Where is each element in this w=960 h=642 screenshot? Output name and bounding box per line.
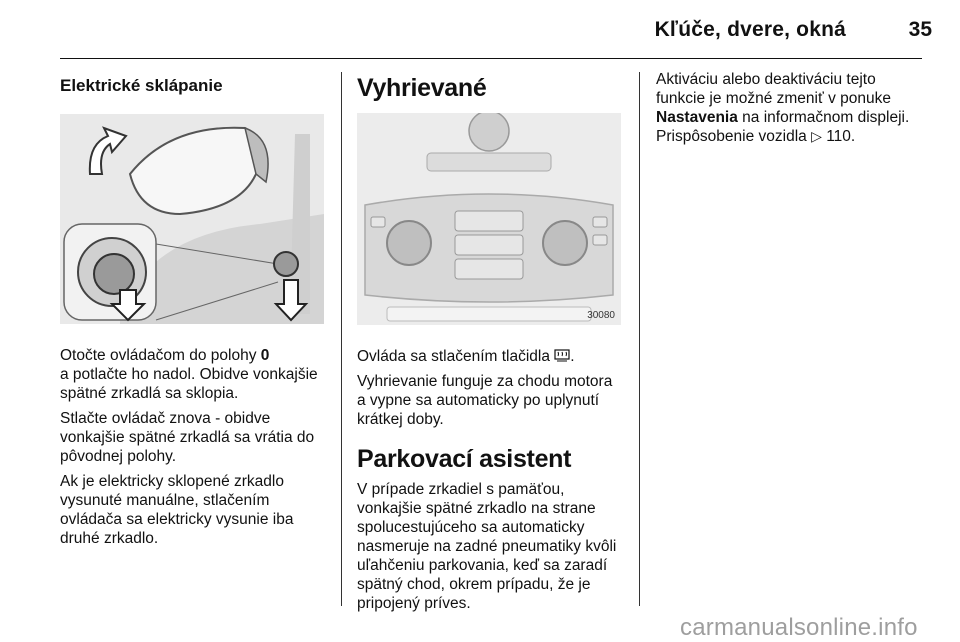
mirror-illustration-svg [60, 114, 324, 324]
climate-control-panel-illustration [357, 113, 621, 325]
section-heading-parking-assist: Parkovací asistent [357, 445, 572, 473]
section-heading-electric-folding: Elektrické sklápanie [60, 76, 223, 95]
column-2 [357, 70, 625, 619]
paragraph-manual-unfold-note: Ak je elektricky sklopené zrkadlo vysunuté manuálne, stlačením ovládača sa elektricky vysunie iba druhé zrkadlo. [60, 473, 294, 547]
section-heading-heated: Vyhrievané [357, 74, 487, 102]
heated-rear-window-icon [554, 348, 570, 365]
paragraph-settings-menu: Aktiváciu alebo deaktiváciu tejto funkcie je možné zmeniť v ponuke Nastavenia na informačnom displeji. Prispôsobenie vozidla ▷ 110. [656, 71, 910, 145]
column-3 [656, 70, 926, 152]
paragraph-heating-button: Ovláda sa stlačením tlačidla . [357, 348, 575, 365]
watermark: carmanualsonline.info [680, 614, 918, 641]
paragraph-unfold-instructions: Stlačte ovládač znova - obidve vonkajšie spätné zrkadlá sa vrátia do pôvodnej polohy. [60, 410, 315, 465]
figure-number: 30080 [587, 310, 615, 321]
page-number: 35 [908, 18, 932, 41]
page-reference-icon: ▷ [811, 128, 822, 144]
control-panel-svg [357, 113, 621, 325]
mirror-folding-illustration [60, 114, 324, 324]
column-divider-2 [639, 72, 640, 606]
header-rule [60, 58, 922, 59]
paragraph-parking-assist: V prípade zrkadiel s pamäťou, vonkajšie spätné zrkadlo na strane spolucestujúceho sa automaticky nasmeruje na zadné pneumatiky kvôli uľahčeniu parkovania, keď sa zaradí spätný chod, okrem prípadu, že je pripojený príves. [357, 481, 617, 612]
paragraph-fold-instructions: Otočte ovládačom do polohy 0 a potlačte ho nadol. Obidve vonkajšie spätné zrkadlá sa sklopia. [60, 347, 318, 402]
page-header-title: Kľúče, dvere, okná [654, 18, 846, 41]
column-divider-1 [341, 72, 342, 606]
column-1 [60, 70, 328, 554]
paragraph-heating-auto-off: Vyhrievanie funguje za chodu motora a vypne sa automaticky po uplynutí krátkej doby. [357, 373, 613, 428]
